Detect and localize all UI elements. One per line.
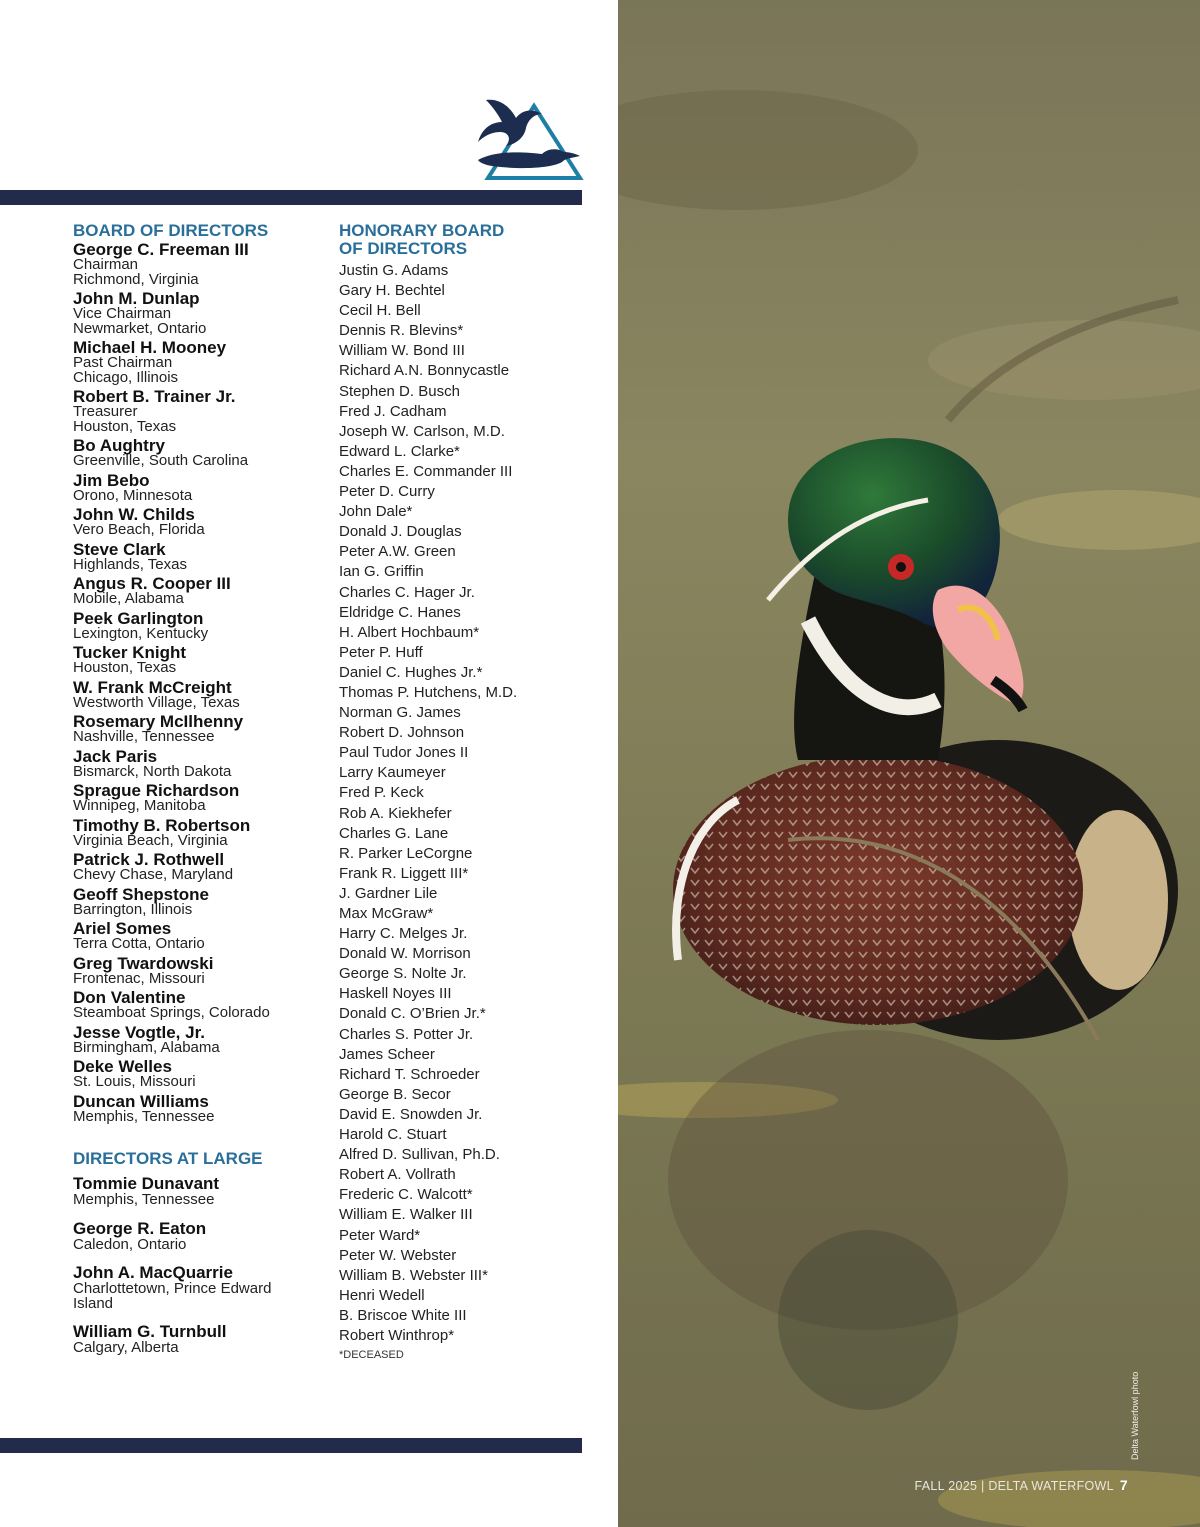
honorary-member: Donald C. O’Brien Jr.* <box>339 1005 486 1023</box>
honorary-member: Charles E. Commander III <box>339 462 513 480</box>
directors-at-large-list <box>73 1174 333 1356</box>
director-detail: Terra Cotta, Ontario <box>73 935 205 952</box>
director-name: Jack Paris <box>73 746 158 766</box>
honorary-member: Donald W. Morrison <box>339 945 471 963</box>
director-name: Jim Bebo <box>73 470 150 490</box>
director-name: Peek Garlington <box>73 608 204 628</box>
director-name: Steve Clark <box>73 539 166 559</box>
director-detail: Bismarck, North Dakota <box>73 762 232 780</box>
honorary-member: Henri Wedell <box>339 1286 425 1304</box>
director-detail: Newmarket, Ontario <box>73 319 207 337</box>
director-entry <box>73 389 333 434</box>
director-entry <box>73 1263 333 1311</box>
director-detail: Treasurer <box>73 403 138 420</box>
director-name: Robert B. Trainer Jr. <box>73 387 236 406</box>
honorary-member: Robert A. Vollrath <box>339 1166 456 1184</box>
honorary-member: Peter W. Webster <box>339 1246 457 1264</box>
director-detail: Chairman <box>73 256 139 273</box>
director-name: Angus R. Cooper III <box>73 574 231 593</box>
director-detail: Calgary, Alberta <box>73 1339 179 1356</box>
director-detail: Richmond, Virginia <box>73 270 199 288</box>
director-name: John A. MacQuarrie <box>73 1263 233 1282</box>
honorary-member: Gary H. Bechtel <box>339 282 445 300</box>
honorary-member: Dennis R. Blevins* <box>339 322 464 340</box>
honorary-member: Robert D. Johnson <box>339 724 465 742</box>
issue-label: FALL 2025 | DELTA WATERFOWL <box>914 1479 1114 1493</box>
director-name: Rosemary McIlhenny <box>73 712 244 731</box>
honorary-member: Frank R. Liggett III* <box>339 864 469 882</box>
honorary-member: Fred P. Keck <box>339 784 424 802</box>
director-detail: Steamboat Springs, Colorado <box>73 1004 270 1021</box>
honorary-member: William E. Walker III <box>339 1206 473 1224</box>
honorary-member: Robert Winthrop* <box>339 1326 455 1344</box>
honorary-member: Larry Kaumeyer <box>339 764 446 782</box>
director-detail: Nashville, Tennessee <box>73 728 215 745</box>
director-name: Tucker Knight <box>73 643 187 662</box>
honorary-board-heading <box>339 222 579 258</box>
director-detail: Mobile, Alabama <box>73 590 184 607</box>
honorary-members-list <box>339 261 579 1346</box>
director-entry <box>73 1322 333 1356</box>
director-entry <box>73 852 333 883</box>
honorary-member: R. Parker LeCorgne <box>339 844 473 862</box>
director-name: George R. Eaton <box>73 1218 207 1238</box>
honorary-member: Charles S. Potter Jr. <box>339 1025 474 1043</box>
bottom-rule <box>0 1438 582 1453</box>
director-entry <box>73 1059 333 1090</box>
honorary-member: James Scheer <box>339 1045 435 1063</box>
director-entry <box>73 815 333 849</box>
honorary-member: Joseph W. Carlson, M.D. <box>339 422 505 440</box>
honorary-member: Richard A.N. Bonnycastle <box>339 362 510 380</box>
director-entry <box>73 608 333 642</box>
honorary-member: Harry C. Melges Jr. <box>339 925 468 943</box>
director-detail: Vice Chairman <box>73 305 172 322</box>
director-entry <box>73 645 333 676</box>
director-entry <box>73 746 333 780</box>
director-entry <box>73 1174 333 1208</box>
honorary-member: Edward L. Clarke* <box>339 442 460 460</box>
honorary-member: Eldridge C. Hanes <box>339 603 461 621</box>
honorary-member: Alfred D. Sullivan, Ph.D. <box>339 1146 500 1164</box>
honorary-member: Daniel C. Hughes Jr.* <box>339 663 483 681</box>
director-detail: Houston, Texas <box>73 659 177 676</box>
director-detail: Charlottetown, Prince Edward <box>73 1280 272 1297</box>
director-entry <box>73 783 333 814</box>
director-entry <box>73 884 333 918</box>
director-entry <box>73 340 333 385</box>
director-name: W. Frank McCreight <box>73 677 232 697</box>
director-entry <box>73 1022 333 1056</box>
director-entry <box>73 677 333 711</box>
honorary-member: Peter Ward* <box>339 1226 421 1244</box>
director-detail: St. Louis, Missouri <box>73 1073 196 1090</box>
directors-at-large-heading: DIRECTORS AT LARGE <box>73 1149 263 1168</box>
honorary-member: William B. Webster III* <box>339 1266 488 1284</box>
director-name: William G. Turnbull <box>73 1322 227 1341</box>
honorary-member: Peter D. Curry <box>339 483 435 501</box>
honorary-member: Haskell Noyes III <box>339 985 452 1003</box>
director-detail: Frontenac, Missouri <box>73 969 205 987</box>
director-detail: Houston, Texas <box>73 417 177 435</box>
honorary-member: B. Briscoe White III <box>339 1306 467 1324</box>
board-of-directors-heading: BOARD OF DIRECTORS <box>73 221 269 240</box>
director-name: Duncan Williams <box>73 1091 209 1111</box>
honorary-member: Cecil H. Bell <box>339 302 421 320</box>
honorary-member: Donald J. Douglas <box>339 523 462 541</box>
director-detail: Westworth Village, Texas <box>73 693 240 711</box>
director-entry <box>73 291 333 336</box>
honorary-member: Paul Tudor Jones II <box>339 744 469 762</box>
director-entry <box>73 921 333 952</box>
honorary-member: John Dale* <box>339 503 413 521</box>
honorary-member: Stephen D. Busch <box>339 382 460 400</box>
director-name: John W. Childs <box>73 505 195 524</box>
director-detail: Highlands, Texas <box>73 555 187 573</box>
director-name: Greg Twardowski <box>73 953 214 973</box>
director-detail: Birmingham, Alabama <box>73 1038 220 1056</box>
director-name: John M. Dunlap <box>73 289 200 308</box>
director-name: Jesse Vogtle, Jr. <box>73 1022 205 1042</box>
honorary-member: David E. Snowden Jr. <box>339 1105 483 1123</box>
director-name: Timothy B. Robertson <box>73 815 251 835</box>
honorary-member: H. Albert Hochbaum* <box>339 623 480 641</box>
board-column <box>73 222 333 1367</box>
honorary-member: Richard T. Schroeder <box>339 1065 480 1083</box>
honorary-member: Peter P. Huff <box>339 643 423 661</box>
director-name: Don Valentine <box>73 988 186 1007</box>
honorary-member: Harold C. Stuart <box>339 1126 447 1144</box>
director-entry <box>73 576 333 607</box>
honorary-member: William W. Bond III <box>339 342 465 360</box>
top-rule <box>0 190 582 205</box>
board-members-list <box>73 242 333 1124</box>
director-entry <box>73 242 333 287</box>
director-name: Tommie Dunavant <box>73 1174 220 1193</box>
director-name: Bo Aughtry <box>73 436 165 455</box>
honorary-member: Rob A. Kiekhefer <box>339 804 452 822</box>
wood-duck-photo <box>618 0 1200 1527</box>
honorary-heading-line2: OF DIRECTORS <box>339 239 468 258</box>
director-detail: Caledon, Ontario <box>73 1235 187 1253</box>
honorary-member: Justin G. Adams <box>339 262 449 279</box>
honorary-member: Max McGraw* <box>339 905 434 922</box>
honorary-member: Thomas P. Hutchens, M.D. <box>339 683 518 701</box>
director-entry <box>73 1219 333 1253</box>
director-detail: Barrington, Illinois <box>73 900 193 918</box>
honorary-member: Norman G. James <box>339 704 461 722</box>
director-detail: Past Chairman <box>73 354 173 371</box>
director-entry <box>73 953 333 987</box>
director-detail: Lexington, Kentucky <box>73 624 209 642</box>
director-entry <box>73 1091 333 1125</box>
honorary-member: Frederic C. Walcott* <box>339 1186 473 1204</box>
delta-waterfowl-logo <box>472 92 584 180</box>
director-detail: Chicago, Illinois <box>73 368 179 386</box>
director-name: Michael H. Mooney <box>73 338 227 357</box>
honorary-heading-line1: HONORARY BOARD <box>339 221 505 240</box>
director-detail: Memphis, Tennessee <box>73 1191 215 1208</box>
director-entry <box>73 507 333 538</box>
director-detail: Memphis, Tennessee <box>73 1107 215 1125</box>
director-detail: Chevy Chase, Maryland <box>73 866 234 883</box>
director-detail: Vero Beach, Florida <box>73 521 205 538</box>
page-footer <box>915 1477 1128 1493</box>
page-number: 7 <box>1119 1477 1128 1493</box>
director-name: Sprague Richardson <box>73 781 240 800</box>
director-detail: Greenville, South Carolina <box>73 452 249 469</box>
honorary-column <box>339 222 579 1362</box>
director-entry <box>73 990 333 1021</box>
deceased-footnote: *DECEASED <box>339 1349 404 1362</box>
director-entry <box>73 539 333 573</box>
photo-credit: Delta Waterfowl photo <box>1130 1371 1140 1460</box>
director-detail: Island <box>73 1294 114 1312</box>
director-name: Geoff Shepstone <box>73 884 210 904</box>
honorary-member: George S. Nolte Jr. <box>339 965 467 983</box>
director-detail: Winnipeg, Manitoba <box>73 797 206 814</box>
honorary-member: Peter A.W. Green <box>339 543 456 561</box>
director-detail: Orono, Minnesota <box>73 486 193 504</box>
honorary-member: Charles G. Lane <box>339 824 449 842</box>
honorary-member: George B. Secor <box>339 1085 451 1103</box>
director-name: Deke Welles <box>73 1057 172 1076</box>
director-entry <box>73 714 333 745</box>
director-name: Ariel Somes <box>73 919 172 938</box>
honorary-member: Ian G. Griffin <box>339 563 424 581</box>
honorary-member: Charles C. Hager Jr. <box>339 583 475 601</box>
director-entry <box>73 438 333 469</box>
director-name: George C. Freeman III <box>73 240 249 259</box>
director-entry <box>73 470 333 504</box>
honorary-member: Fred J. Cadham <box>339 402 447 420</box>
director-detail: Virginia Beach, Virginia <box>73 831 228 849</box>
director-name: Patrick J. Rothwell <box>73 850 225 869</box>
honorary-member: J. Gardner Lile <box>339 884 438 902</box>
